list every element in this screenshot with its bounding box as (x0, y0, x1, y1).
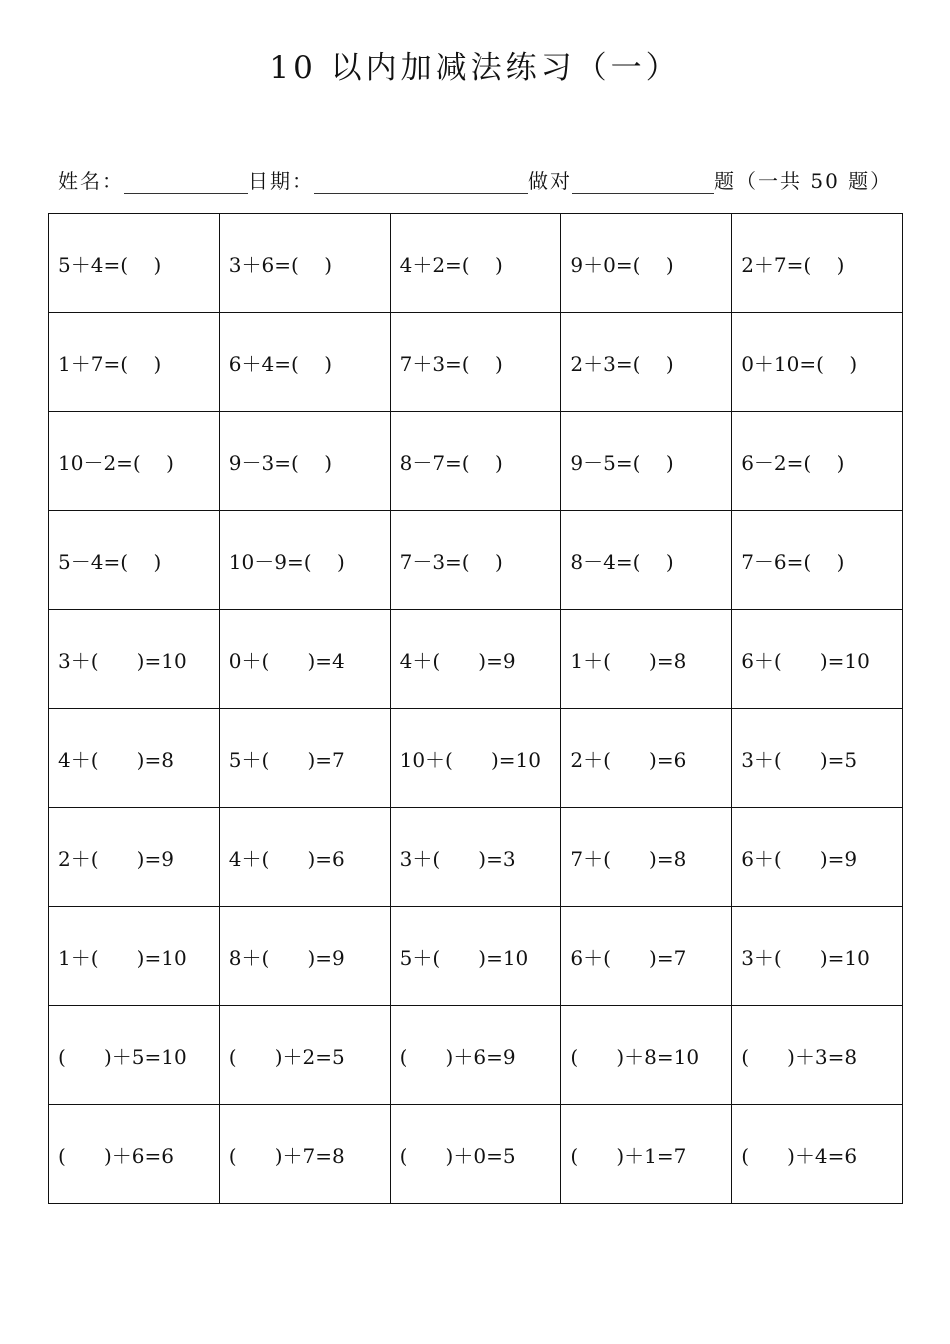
exercise-cell: 6＋( )=7 (561, 907, 732, 1006)
correct-count-blank[interactable] (572, 163, 714, 194)
exercise-cell: 2＋7=( ) (732, 214, 903, 313)
exercise-cell: 1＋7=( ) (49, 313, 220, 412)
table-row (49, 610, 903, 709)
exercise-cell: 3＋( )=3 (390, 808, 561, 907)
exercise-cell: 7＋3=( ) (390, 313, 561, 412)
exercise-cell: ( )＋6=9 (390, 1006, 561, 1105)
table-row (49, 907, 903, 1006)
exercise-cell: 2＋( )=9 (49, 808, 220, 907)
exercise-cell: 2＋3=( ) (561, 313, 732, 412)
exercise-cell: ( )＋1=7 (561, 1105, 732, 1204)
worksheet-title: 10 以内加减法练习（一） (269, 50, 681, 86)
exercise-cell: 5＋( )=10 (390, 907, 561, 1006)
exercise-cell: ( )＋8=10 (561, 1006, 732, 1105)
exercise-cell: 10＋( )=10 (390, 709, 561, 808)
student-info-line (58, 162, 918, 194)
table-row (49, 214, 903, 313)
exercise-cell: ( )＋3=8 (732, 1006, 903, 1105)
exercise-cell: 2＋( )=6 (561, 709, 732, 808)
exercise-cell: ( )＋2=5 (219, 1006, 390, 1105)
exercise-cell: 5＋( )=7 (219, 709, 390, 808)
exercise-cell: 4＋2=( ) (390, 214, 561, 313)
name-blank[interactable] (124, 163, 248, 194)
exercise-cell: 8－7=( ) (390, 412, 561, 511)
date-blank[interactable] (314, 163, 528, 194)
table-row (49, 412, 903, 511)
exercise-cell: 5－4=( ) (49, 511, 220, 610)
exercise-cell: 3＋( )=10 (49, 610, 220, 709)
name-label: 姓名： (58, 169, 124, 193)
exercise-cell: 8＋( )=9 (219, 907, 390, 1006)
exercise-cell: 10－2=( ) (49, 412, 220, 511)
exercise-cell: 1＋( )=10 (49, 907, 220, 1006)
table-row (49, 511, 903, 610)
table-row (49, 709, 903, 808)
correct-label: 做对 (528, 169, 572, 193)
exercise-cell: 1＋( )=8 (561, 610, 732, 709)
exercise-cell: 6＋4=( ) (219, 313, 390, 412)
exercise-cell: 7＋( )=8 (561, 808, 732, 907)
exercise-cell: 3＋( )=10 (732, 907, 903, 1006)
exercise-cell: ( )＋6=6 (49, 1105, 220, 1204)
exercise-cell: 6＋( )=10 (732, 610, 903, 709)
table-row (49, 808, 903, 907)
exercise-cell: 4＋( )=8 (49, 709, 220, 808)
exercise-cell: 10－9=( ) (219, 511, 390, 610)
exercise-cell: ( )＋0=5 (390, 1105, 561, 1204)
total-label: 题（一共 50 题） (714, 169, 893, 193)
exercise-cell: 9－3=( ) (219, 412, 390, 511)
exercise-cell: 6＋( )=9 (732, 808, 903, 907)
exercise-cell: 6－2=( ) (732, 412, 903, 511)
date-label: 日期： (248, 169, 314, 193)
exercise-cell: 9－5=( ) (561, 412, 732, 511)
table-row (49, 1006, 903, 1105)
exercise-cell: 0＋( )=4 (219, 610, 390, 709)
exercise-cell: 4＋( )=9 (390, 610, 561, 709)
exercise-cell: ( )＋7=8 (219, 1105, 390, 1204)
exercise-cell: 3＋6=( ) (219, 214, 390, 313)
exercise-cell: 8－4=( ) (561, 511, 732, 610)
exercise-cell: ( )＋4=6 (732, 1105, 903, 1204)
table-row (49, 313, 903, 412)
exercise-cell: 7－6=( ) (732, 511, 903, 610)
exercise-cell: 9＋0=( ) (561, 214, 732, 313)
exercise-table (48, 213, 903, 1204)
exercise-cell: 7－3=( ) (390, 511, 561, 610)
exercise-cell: 5＋4=( ) (49, 214, 220, 313)
exercise-cell: 4＋( )=6 (219, 808, 390, 907)
exercise-cell: 3＋( )=5 (732, 709, 903, 808)
table-row (49, 1105, 903, 1204)
exercise-cell: ( )＋5=10 (49, 1006, 220, 1105)
exercise-cell: 0＋10=( ) (732, 313, 903, 412)
